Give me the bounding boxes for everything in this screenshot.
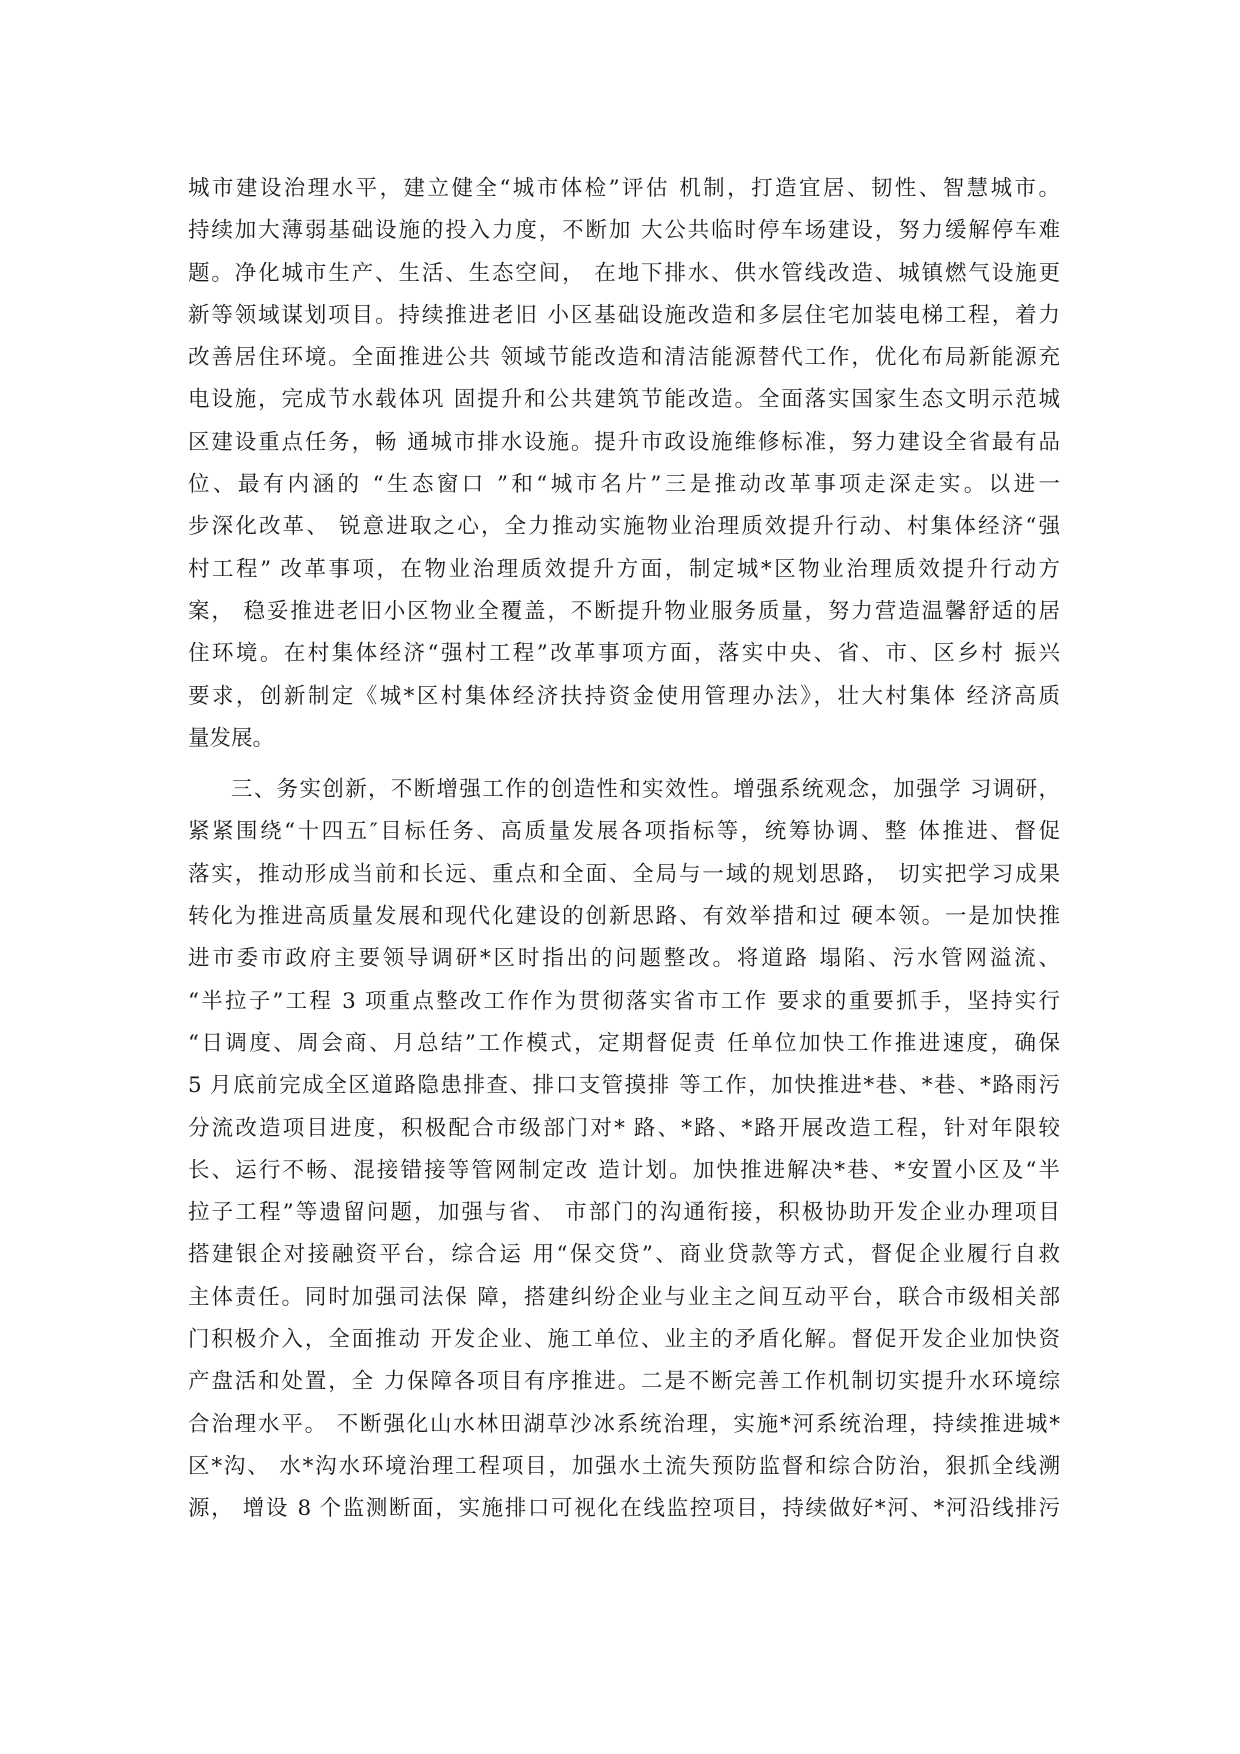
text-line: 5 月底前完成全区道路隐患排查、排口支管摸排 等工作，加快推进*巷、*巷、*路雨污 xyxy=(188,1073,1060,1099)
text-line: 长、运行不畅、混接错接等管网制定改 造计划。加快推进解决*巷、*安置小区及“半 xyxy=(188,1157,1060,1183)
text-line: 新等领域谋划项目。持续推进老旧 小区基础设施改造和多层住宅加装电梯工程，着力 xyxy=(188,302,1060,328)
text-line: 进市委市政府主要领导调研*区时指出的问题整改。将道路 塌陷、污水管网溢流、 xyxy=(188,946,1060,972)
text-line: 紧紧围绕“十四五″目标任务、高质量发展各项指标等，统筹协调、整 体推进、督促 xyxy=(188,819,1060,845)
text-line: “日调度、周会商、月总结”工作模式，定期督促责 任单位加快工作推进速度，确保 xyxy=(188,1030,1060,1056)
text-line: 三、务实创新，不断增强工作的创造性和实效性。增强系统观念，加强学 习调研， xyxy=(231,777,1060,803)
paragraph-urban-governance xyxy=(188,168,1060,760)
document-body xyxy=(188,168,1060,1531)
text-line: 分流改造项目进度，积极配合市级部门对* 路、*路、*路开展改造工程，针对年限较 xyxy=(188,1115,1060,1141)
text-line: 改善居住环境。全面推进公共 领域节能改造和清洁能源替代工作，优化布局新能源充 xyxy=(188,345,1060,371)
text-line: 转化为推进高质量发展和现代化建设的创新思路、有效举措和过 硬本领。一是加快推 xyxy=(188,904,1060,930)
text-line: 搭建银企对接融资平台，综合运 用“保交贷”、商业贷款等方式，督促企业履行自救 xyxy=(188,1242,1060,1268)
text-line: 持续加大薄弱基础设施的投入力度，不断加 大公共临时停车场建设，努力缓解停车难 xyxy=(188,218,1060,244)
text-line: 区*沟、 水*沟水环境治理工程项目，加强水土流失预防监督和综合防治，狠抓全线溯 xyxy=(188,1453,1060,1479)
text-line: “半拉子”工程 3 项重点整改工作作为贯彻落实省市工作 要求的重要抓手，坚持实行 xyxy=(188,988,1060,1014)
text-line: 区建设重点任务，畅 通城市排水设施。提升市政设施维修标准，努力建设全省最有品 xyxy=(188,429,1060,455)
text-line: 产盘活和处置，全 力保障各项目有序推进。二是不断完善工作机制切实提升水环境综 xyxy=(188,1369,1060,1395)
text-line: 案， 稳妥推进老旧小区物业全覆盖，不断提升物业服务质量，努力营造温馨舒适的居 xyxy=(188,598,1060,624)
text-line: 村工程” 改革事项，在物业治理质效提升方面，制定城*区物业治理质效提升行动方 xyxy=(188,556,1060,582)
text-line: 主体责任。同时加强司法保 障，搭建纠纷企业与业主之间互动平台，联合市级相关部 xyxy=(188,1284,1060,1310)
text-line: 落实，推动形成当前和长远、重点和全面、全局与一域的规划思路， 切实把学习成果 xyxy=(188,861,1060,887)
text-line: 位、最有内涵的 “生态窗口 ”和“城市名片”三是推动改革事项走深走实。以进一 xyxy=(188,472,1060,498)
text-line: 量发展。 xyxy=(188,725,275,751)
text-line: 电设施，完成节水载体巩 固提升和公共建筑节能改造。全面落实国家生态文明示范城 xyxy=(188,387,1060,413)
text-line: 门积极介入，全面推动 开发企业、施工单位、业主的矛盾化解。督促开发企业加快资 xyxy=(188,1327,1060,1353)
text-line: 源， 增设 8 个监测断面，实施排口可视化在线监控项目，持续做好*河、*河沿线排污 xyxy=(188,1496,1060,1522)
text-line: 拉子工程”等遗留问题，加强与省、 市部门的沟通衔接，积极协助开发企业办理项目 xyxy=(188,1200,1060,1226)
paragraph-section-three xyxy=(188,769,1060,1530)
text-line: 步深化改革、 锐意进取之心，全力推动实施物业治理质效提升行动、村集体经济“强 xyxy=(188,514,1060,540)
text-line: 要求，创新制定《城*区村集体经济扶持资金使用管理办法》，壮大村集体 经济高质 xyxy=(188,683,1060,709)
text-line: 合治理水平。 不断强化山水林田湖草沙冰系统治理，实施*河系统治理，持续推进城* xyxy=(188,1411,1060,1437)
text-line: 题。净化城市生产、生活、生态空间， 在地下排水、供水管线改造、城镇燃气设施更 xyxy=(188,260,1060,286)
text-line: 住环境。在村集体经济“强村工程”改革事项方面，落实中央、省、市、区乡村 振兴 xyxy=(188,641,1060,667)
text-line: 城市建设治理水平，建立健全“城市体检”评估 机制，打造宜居、韧性、智慧城市。 xyxy=(188,176,1060,201)
